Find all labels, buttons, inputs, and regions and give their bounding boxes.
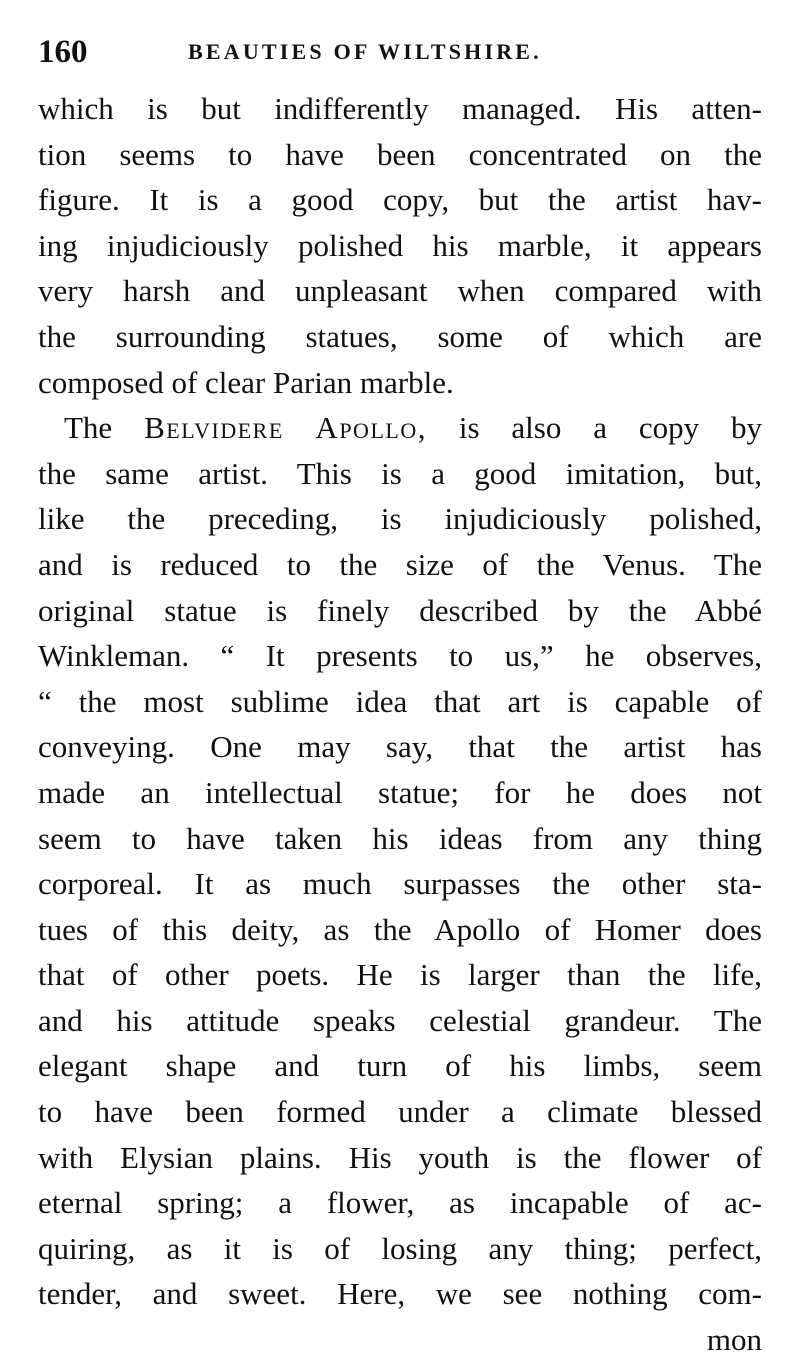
text-line: seem to have taken his ideas from any thing bbox=[38, 820, 762, 856]
text-line: “ the most sublime idea that art is capable of bbox=[38, 683, 762, 719]
text-line: eternal spring; a flower, as incapable of ac- bbox=[38, 1185, 762, 1221]
text-line: like the preceding, is injudiciously polished, bbox=[38, 501, 762, 537]
text-fragment bbox=[427, 410, 459, 445]
text-line: conveying. One may say, that the artist has bbox=[38, 729, 762, 765]
text-line: Winkleman. “ It presents to us,” he observes, bbox=[38, 638, 762, 674]
text-line: corporeal. It as much surpasses the other sta- bbox=[38, 866, 762, 902]
text-line: that of other poets. He is larger than the life, bbox=[38, 957, 762, 993]
text-line: the same artist. This is a good imitation, but, bbox=[38, 455, 762, 491]
text-line: to have been formed under a climate blessed bbox=[38, 1094, 762, 1130]
text-line: with Elysian plains. His youth is the flower of bbox=[38, 1139, 762, 1175]
text-line: composed of clear Parian marble. bbox=[38, 364, 454, 400]
text-line: tender, and sweet. Here, we see nothing com- bbox=[38, 1276, 762, 1312]
page-header bbox=[38, 30, 758, 74]
body-text bbox=[38, 86, 762, 1363]
text-fragment: is also a copy by bbox=[458, 410, 762, 446]
catchword: mon bbox=[706, 1322, 762, 1358]
text-line: elegant shape and turn of his limbs, seem bbox=[38, 1048, 762, 1084]
text-line: original statue is finely described by the Abbé bbox=[38, 592, 762, 628]
statue-name: Belvidere Apollo, bbox=[144, 410, 427, 446]
text-line: made an intellectual statue; for he does not bbox=[38, 774, 762, 810]
paragraph-start-line bbox=[38, 405, 762, 451]
running-title: BEAUTIES OF WILTSHIRE. bbox=[188, 39, 542, 64]
text-line: which is but indifferently managed. His atten- bbox=[38, 91, 762, 126]
text-line: tion seems to have been concentrated on the bbox=[38, 136, 762, 172]
text-line: ing injudiciously polished his marble, it appears bbox=[38, 227, 762, 263]
text-line: and his attitude speaks celestial grandeur. The bbox=[38, 1002, 762, 1038]
text-line: quiring, as it is of losing any thing; perfect, bbox=[38, 1230, 762, 1266]
text-line: and is reduced to the size of the Venus. The bbox=[38, 546, 762, 582]
text-line: the surrounding statues, some of which are bbox=[38, 318, 762, 354]
text-line: tues of this deity, as the Apollo of Homer does bbox=[38, 911, 762, 947]
page-number: 160 bbox=[38, 34, 88, 70]
text-line: figure. It is a good copy, but the artist hav- bbox=[38, 182, 762, 218]
text-fragment: The bbox=[64, 410, 145, 446]
text-line: very harsh and unpleasant when compared with bbox=[38, 273, 762, 309]
